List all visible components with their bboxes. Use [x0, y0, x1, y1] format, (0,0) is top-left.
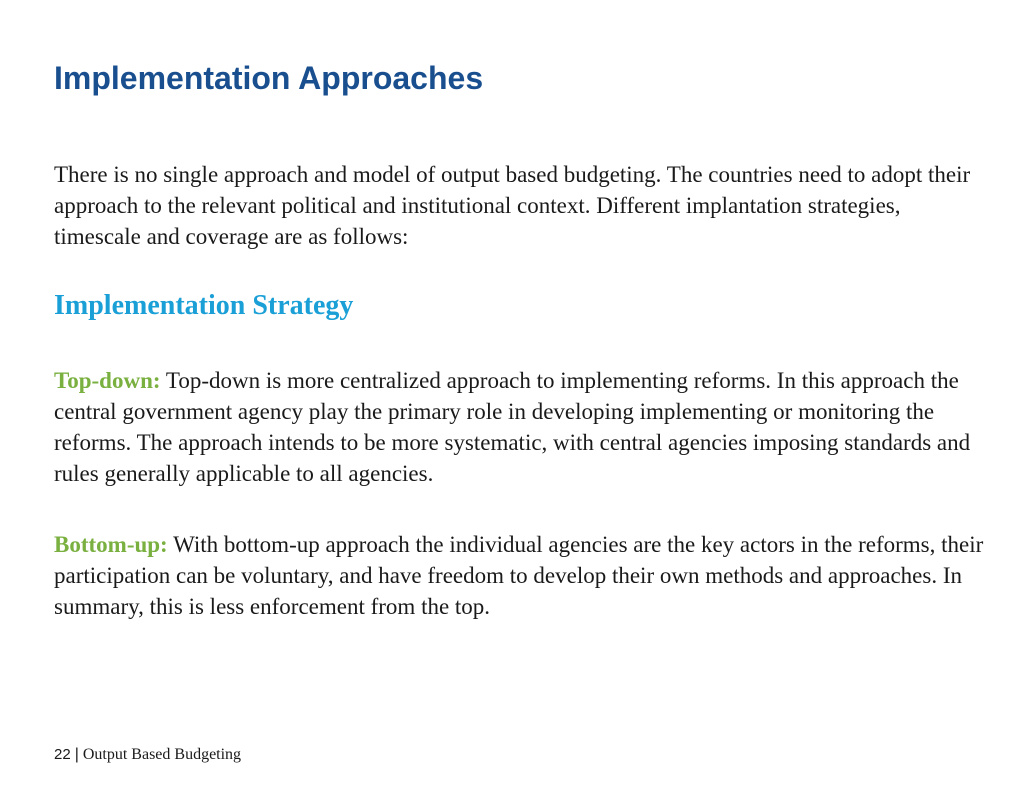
strategy-term: Bottom-up:: [54, 532, 168, 557]
strategy-bottom-up: [54, 529, 984, 622]
page-number: 22: [54, 746, 71, 763]
page-footer: [54, 744, 241, 766]
strategy-text: With bottom-up approach the individual agencies are the key actors in the reforms, their participation can be voluntary, and have freedom to develop their own methods and approaches. In summary, this is less enforcement from the top.: [54, 532, 984, 619]
strategy-term: Top-down:: [54, 368, 161, 393]
page-title: Implementation Approaches: [54, 60, 484, 96]
footer-separator: |: [74, 746, 79, 763]
strategy-text: Top-down is more centralized approach to implementing reforms. In this approach the central government agency play the primary role in developing implementing or monitoring the reforms. The approach intends to be more systematic, with central agencies imposing standards and rules generally applicable to all agencies.: [54, 368, 971, 486]
strategy-top-down: [54, 365, 984, 489]
intro-paragraph: There is no single approach and model of output based budgeting. The countries need to adopt their approach to the relevant political and institutional context. Different implantation strategies, timescale and coverage are as follows:: [54, 162, 971, 249]
section-heading: Implementation Strategy: [54, 290, 354, 321]
footer-label: Output Based Budgeting: [82, 746, 242, 763]
